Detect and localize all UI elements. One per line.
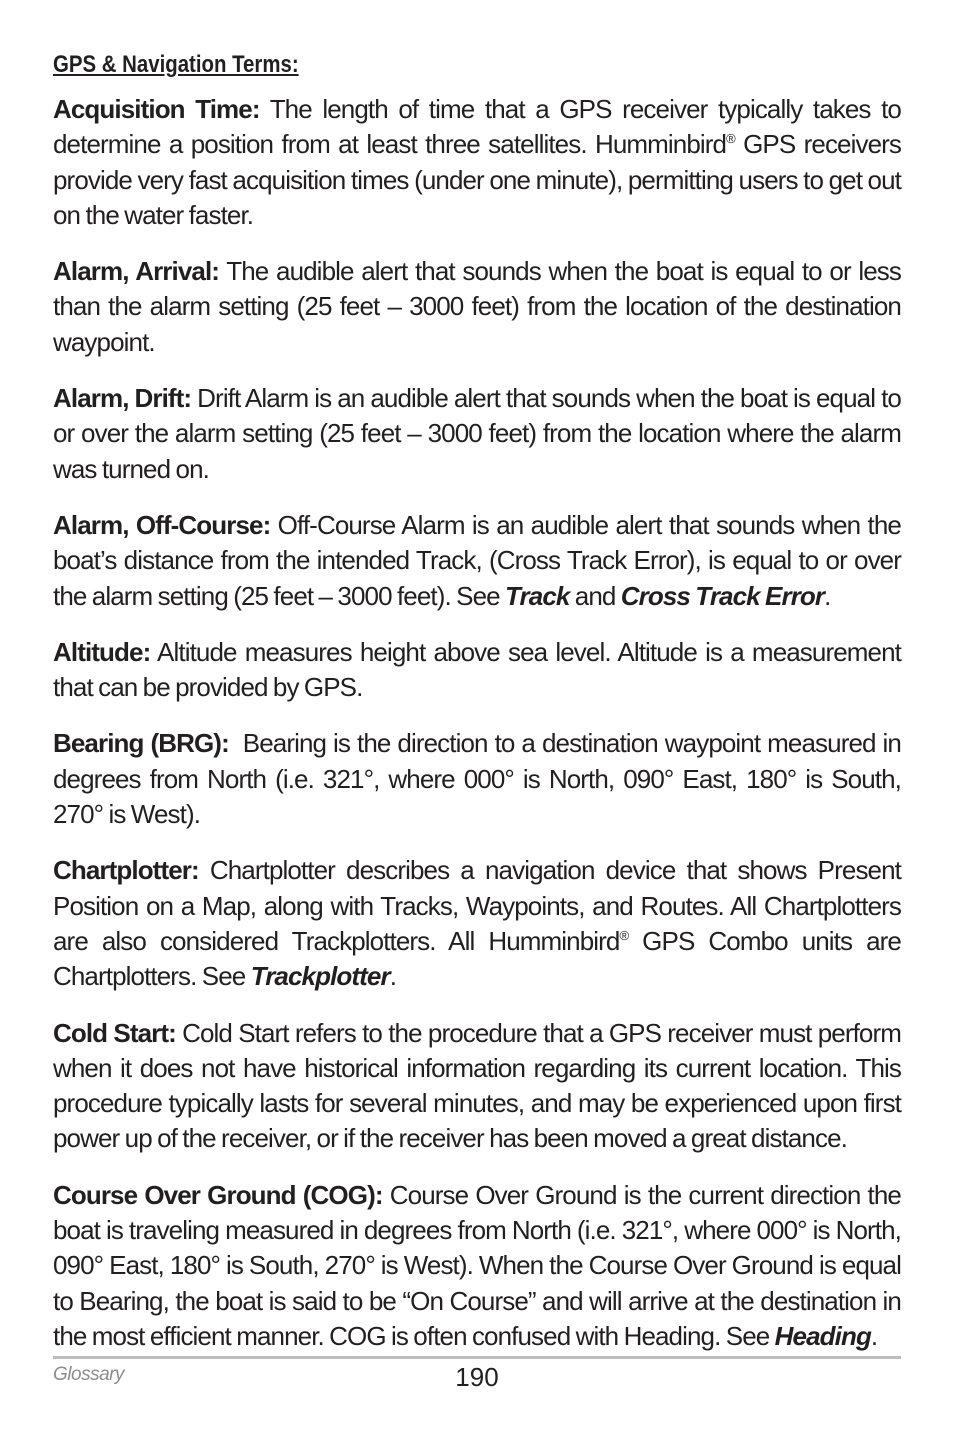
- entry-text: GPS Combo units are Chartplotters. See: [53, 925, 901, 992]
- cross-reference-cross-track-error: Cross Track Error: [620, 580, 825, 611]
- entry-term: Altitude:: [53, 636, 151, 667]
- glossary-page: [53, 48, 907, 1375]
- entry-text: GPS receivers provide very fast acquisition times (under one minute), permitting users to get out on the water faster.: [53, 129, 902, 230]
- entry-term: Acquisition Time:: [53, 94, 260, 124]
- entry-text: Drift Alarm is an audible alert that sounds when the boat is equal to or over the alarm setting (25 feet – 3000 feet) from the location where the alarm was turned on.: [53, 383, 901, 484]
- registered-mark: ®: [726, 131, 735, 147]
- cross-reference-heading: Heading: [774, 1320, 871, 1351]
- entry-text: Altitude measures height above sea level. Altitude is a measurement that can be provided by GPS.: [53, 636, 901, 703]
- entry-text: Course Over Ground is the current direction the boat is traveling measured in degrees from North (i.e. 321°, where 000° is North, 090° East, 180° is South, 270° is West). When the Course Over Ground is equal to Bearing, the boat is said to be “On Course” and will arrive at the destination in the most efficient manner. COG is often confused with Heading. See: [53, 1179, 901, 1351]
- entry-term: Cold Start:: [53, 1017, 176, 1048]
- entry-text: Cold Start refers to the procedure that a GPS receiver must perform when it does not have historical information regarding its current location. This procedure typically lasts for several minutes, and may be experienced upon first power up of the receiver, or if the receiver has been moved a great distance.: [53, 1017, 902, 1154]
- entry-acquisition-time: [53, 92, 901, 233]
- entry-text: and: [569, 580, 621, 611]
- entry-text: .: [389, 961, 397, 992]
- cross-reference-trackplotter: Trackplotter: [250, 961, 390, 992]
- entry-term: Bearing (BRG):: [53, 728, 229, 759]
- entry-course-over-ground: [53, 1178, 901, 1354]
- entry-alarm-arrival: [53, 254, 901, 360]
- entry-term: Alarm, Off-Course:: [53, 509, 271, 540]
- entry-text: Bearing is the direction to a destination waypoint measured in degrees from North (i.e. 321°, where 000° is North, 090° East, 180° is South, 270° is West).: [53, 728, 907, 830]
- entry-text: .: [824, 580, 831, 611]
- entry-cold-start: [53, 1016, 901, 1157]
- entry-text: Off-Course Alarm is an audible alert that sounds when the boat’s distance from the intended Track, (Cross Track Error), is equal to or over the alarm setting (25 feet – 3000 feet). See: [53, 509, 901, 611]
- entry-bearing: [53, 726, 907, 832]
- entry-text: .: [870, 1320, 878, 1351]
- entry-text: The length of time that a GPS receiver typically takes to determine a position from at least three satellites. Humminbird: [53, 94, 901, 160]
- section-title: GPS & Navigation Terms:: [53, 51, 299, 78]
- entry-alarm-off-course: [53, 508, 901, 614]
- entry-altitude: [53, 635, 901, 706]
- entry-term: Chartplotter:: [53, 855, 199, 886]
- registered-mark: ®: [619, 927, 629, 943]
- entry-text: The audible alert that sounds when the boat is equal to or less than the alarm setting (25 feet – 3000 feet) from the location of the destination waypoint.: [53, 256, 901, 357]
- entry-term: Course Over Ground (COG):: [53, 1179, 383, 1210]
- cross-reference-track: Track: [505, 580, 570, 611]
- page-number: 190: [455, 1362, 499, 1392]
- entry-term: Alarm, Drift:: [53, 383, 192, 414]
- footer-rule: [53, 1356, 901, 1359]
- entry-text: Chartplotter describes a navigation device that shows Present Position on a Map, along with Tracks, Waypoints, and Routes. All Chartplotters are also considered Trackplotters. All Humminbird: [53, 855, 901, 956]
- entry-chartplotter: [53, 853, 901, 994]
- entry-alarm-drift: [53, 381, 901, 487]
- footer-section-label: Glossary: [53, 1364, 124, 1385]
- entry-term: Alarm, Arrival:: [53, 256, 220, 287]
